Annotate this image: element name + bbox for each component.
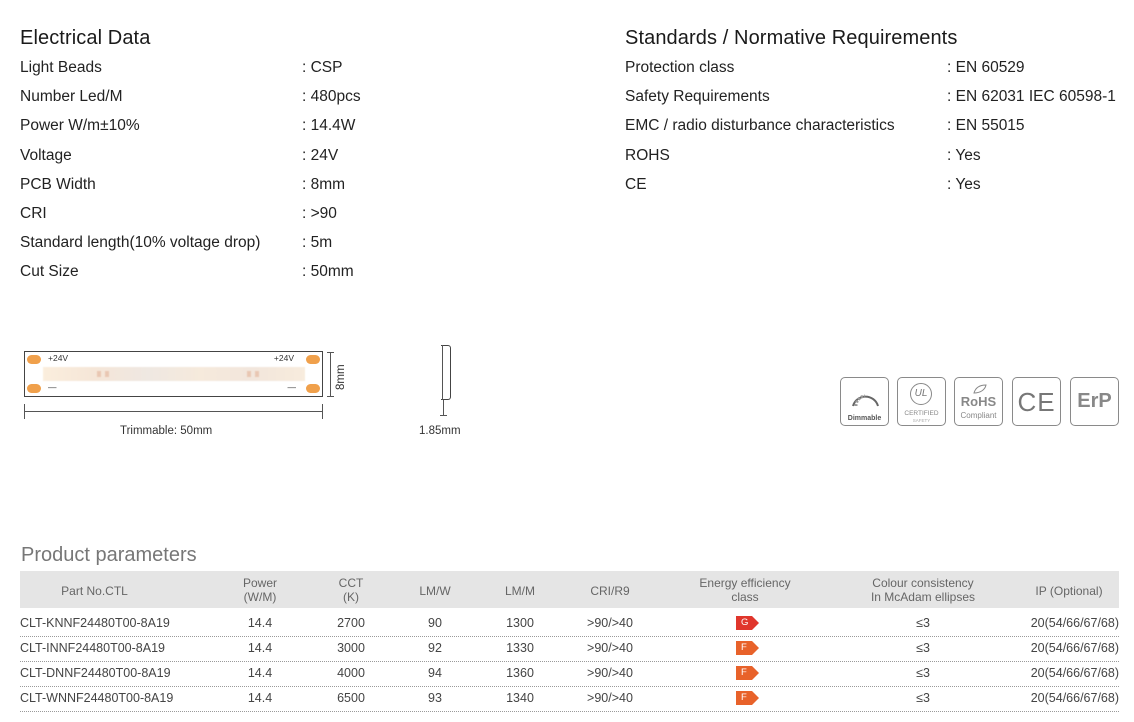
cell-part-no: CLT-DNNF24480T00-8A19	[20, 666, 171, 680]
standard-value: : Yes	[947, 176, 981, 193]
standard-label: Safety Requirements	[625, 88, 770, 105]
header-cct-line2: (K)	[343, 590, 359, 604]
spec-label: PCB Width	[20, 176, 96, 193]
rohs-compliant-label: Compliant	[960, 411, 997, 420]
ul-certified-label: CERTIFIED	[904, 410, 939, 417]
cell-lm-w: 94	[428, 666, 442, 680]
table-row	[20, 611, 1119, 637]
trim-dimension-line	[24, 411, 323, 412]
electrical-data-title: Electrical Data	[20, 27, 151, 49]
cell-power: 14.4	[247, 616, 273, 630]
header-colour-line2: In McAdam ellipses	[870, 590, 976, 604]
plus-label-left: +24V	[48, 353, 69, 363]
ce-mark: CE	[1017, 387, 1056, 417]
minus-label-right: —	[287, 382, 296, 392]
header-power	[230, 576, 290, 604]
cell-colour-consistency: ≤3	[916, 616, 930, 630]
spec-label: Light Beads	[20, 59, 102, 76]
rohs-icon	[954, 377, 1003, 426]
cell-colour-consistency: ≤3	[916, 666, 930, 680]
cell-part-no: CLT-WNNF24480T00-8A19	[20, 691, 174, 705]
standard-value: : EN 62031 IEC 60598-1	[947, 88, 1116, 105]
ul-mark: UL	[910, 383, 932, 405]
spec-value: : >90	[302, 205, 337, 222]
cell-lm-m: 1360	[506, 666, 534, 680]
standards-title: Standards / Normative Requirements	[625, 27, 958, 49]
cell-cct: 2700	[337, 616, 365, 630]
dimmable-label: Dimmable	[847, 415, 882, 422]
dimension-tick	[440, 415, 447, 416]
led-chip	[97, 371, 101, 377]
cell-power: 14.4	[247, 666, 273, 680]
header-energy-class	[685, 576, 805, 604]
cell-lm-w: 93	[428, 691, 442, 705]
dimension-tick	[24, 404, 25, 419]
table-row	[20, 686, 1119, 712]
standard-label: Protection class	[625, 59, 735, 76]
header-part-no: Part No.CTL	[61, 584, 128, 598]
cell-power: 14.4	[247, 691, 273, 705]
header-power-line1: Power	[242, 576, 277, 590]
width-label: 8mm	[335, 364, 347, 390]
header-cct-line1: CCT	[338, 576, 364, 590]
dimension-tick	[327, 396, 334, 397]
cell-cct: 6500	[337, 691, 365, 705]
energy-class-badge: F	[736, 641, 752, 655]
led-chip	[255, 371, 259, 377]
spec-label: Number Led/M	[20, 88, 123, 105]
table-row	[20, 636, 1119, 662]
cell-part-no: CLT-KNNF24480T00-8A19	[20, 616, 170, 630]
minus-label-left: —	[48, 382, 57, 392]
header-ip: IP (Optional)	[1035, 584, 1103, 598]
led-chip	[247, 371, 251, 377]
spec-value: : 8mm	[302, 176, 346, 193]
spec-value: : 14.4W	[302, 117, 356, 134]
ul-certified-icon	[897, 377, 946, 426]
profile-edge	[442, 345, 443, 400]
spec-value: : CSP	[302, 59, 343, 76]
spec-value: : 480pcs	[302, 88, 361, 105]
dimmable-icon	[840, 377, 889, 426]
standard-label: EMC / radio disturbance characteristics	[625, 117, 895, 134]
spec-value: : 5m	[302, 234, 333, 251]
solder-pad	[306, 355, 320, 364]
energy-class-badge: F	[736, 666, 752, 680]
header-cct	[320, 576, 382, 604]
leaf-icon	[973, 384, 987, 394]
plus-label-right: +24V	[273, 353, 294, 363]
header-lm-w: LM/W	[419, 584, 451, 598]
spec-label: Standard length(10% voltage drop)	[20, 234, 261, 251]
standard-value: : Yes	[947, 147, 981, 164]
cell-ip: 20(54/66/67/68)	[1030, 616, 1119, 630]
dimension-tick	[322, 404, 323, 419]
energy-class-badge: F	[736, 691, 752, 705]
cell-cri-r9: >90/>40	[587, 666, 633, 680]
standard-label: ROHS	[625, 147, 670, 164]
led-strip-drawing	[24, 351, 323, 397]
cell-cri-r9: >90/>40	[587, 616, 633, 630]
thickness-label: 1.85mm	[419, 425, 461, 437]
solder-pad	[306, 384, 320, 393]
cell-lm-w: 90	[428, 616, 442, 630]
spec-value: : 24V	[302, 147, 339, 164]
ul-safety-label: SAFETY	[912, 418, 931, 423]
thickness-dimension-line	[443, 400, 444, 416]
led-chip	[105, 371, 109, 377]
cell-cct: 3000	[337, 641, 365, 655]
cell-lm-m: 1300	[506, 616, 534, 630]
solder-pad	[27, 355, 41, 364]
led-beads	[43, 367, 305, 381]
header-lm-m: LM/M	[505, 584, 535, 598]
header-colour-line1: Colour consistency	[872, 576, 974, 590]
spec-label: Power W/m±10%	[20, 117, 140, 134]
cell-ip: 20(54/66/67/68)	[1030, 691, 1119, 705]
product-parameters-title: Product parameters	[21, 544, 197, 566]
cell-lm-w: 92	[428, 641, 442, 655]
header-power-line2: (W/M)	[243, 590, 277, 604]
ce-icon	[1012, 377, 1061, 426]
header-energy-line2: class	[731, 590, 759, 604]
rohs-label: RoHS	[960, 394, 997, 409]
cell-lm-m: 1330	[506, 641, 534, 655]
cell-cct: 4000	[337, 666, 365, 680]
spec-label: Voltage	[20, 147, 72, 164]
erp-mark: ErP	[1077, 390, 1112, 412]
table-header	[20, 571, 1119, 608]
cell-cri-r9: >90/>40	[587, 691, 633, 705]
solder-pad	[27, 384, 41, 393]
energy-class-badge: G	[736, 616, 752, 630]
table-row	[20, 661, 1119, 687]
spec-label: Cut Size	[20, 263, 79, 280]
dimension-tick	[327, 352, 334, 353]
standard-label: CE	[625, 176, 647, 193]
standard-value: : EN 60529	[947, 59, 1025, 76]
cell-colour-consistency: ≤3	[916, 641, 930, 655]
trim-label: Trimmable: 50mm	[120, 425, 213, 437]
spec-value: : 50mm	[302, 263, 354, 280]
cell-ip: 20(54/66/67/68)	[1030, 666, 1119, 680]
header-energy-line1: Energy efficiency	[699, 576, 791, 590]
cell-lm-m: 1340	[506, 691, 534, 705]
width-dimension-line	[330, 352, 331, 396]
cell-colour-consistency: ≤3	[916, 691, 930, 705]
standard-value: : EN 55015	[947, 117, 1025, 134]
erp-icon	[1070, 377, 1119, 426]
cell-part-no: CLT-INNF24480T00-8A19	[20, 641, 165, 655]
cell-ip: 20(54/66/67/68)	[1030, 641, 1119, 655]
cell-cri-r9: >90/>40	[587, 641, 633, 655]
spec-label: CRI	[20, 205, 47, 222]
cell-power: 14.4	[247, 641, 273, 655]
header-cri-r9: CRI/R9	[590, 584, 630, 598]
header-colour-consistency	[853, 576, 993, 604]
